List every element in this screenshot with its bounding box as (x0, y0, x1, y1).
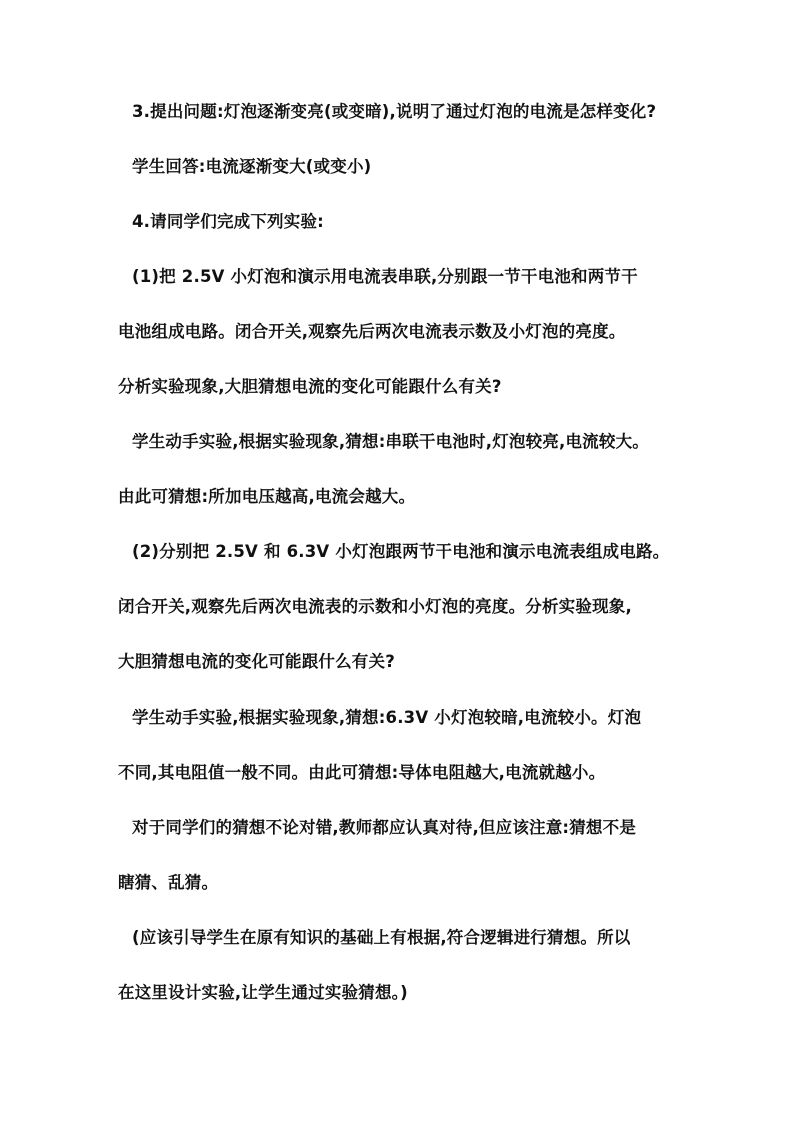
text-line: 学生动手实验,根据实验现象,猜想:串联干电池时,灯泡较亮,电流较大。 (132, 432, 649, 451)
text-line: 由此可猜想:所加电压越高,电流会越大。 (118, 487, 416, 506)
text-line: 电池组成电路。闭合开关,观察先后两次电流表示数及小灯泡的亮度。 (118, 322, 626, 341)
text-line: (1)把 2.5V 小灯泡和演示用电流表串联,分别跟一节干电池和两节干 (132, 267, 638, 286)
text-line: 4.请同学们完成下列实验: (132, 212, 324, 231)
text-line: 分析实验现象,大胆猜想电流的变化可能跟什么有关? (118, 377, 502, 396)
text-line: 学生回答:电流逐渐变大(或变小) (132, 157, 372, 176)
text-line: 在这里设计实验,让学生通过实验猜想。) (118, 983, 408, 1002)
text-line: 大胆猜想电流的变化可能跟什么有关? (118, 652, 395, 671)
text-line: (应该引导学生在原有知识的基础上有根据,符合逻辑进行猜想。所以 (132, 928, 631, 947)
text-line: 对于同学们的猜想不论对错,教师都应认真对待,但应该注意:猜想不是 (132, 818, 637, 837)
text-line: (2)分别把 2.5V 和 6.3V 小灯泡跟两节干电池和演示电流表组成电路。 (132, 542, 670, 561)
text-line: 学生动手实验,根据实验现象,猜想:6.3V 小灯泡较暗,电流较小。灯泡 (132, 708, 642, 727)
text-line: 闭合开关,观察先后两次电流表的示数和小灯泡的亮度。分析实验现象, (118, 597, 632, 616)
text-line: 瞎猜、乱猜。 (118, 873, 219, 892)
text-line: 3.提出问题:灯泡逐渐变亮(或变暗),说明了通过灯泡的电流是怎样变化? (132, 102, 657, 121)
text-line: 不同,其电阻值一般不同。由此可猜想:导体电阻越大,电流就越小。 (118, 763, 606, 782)
